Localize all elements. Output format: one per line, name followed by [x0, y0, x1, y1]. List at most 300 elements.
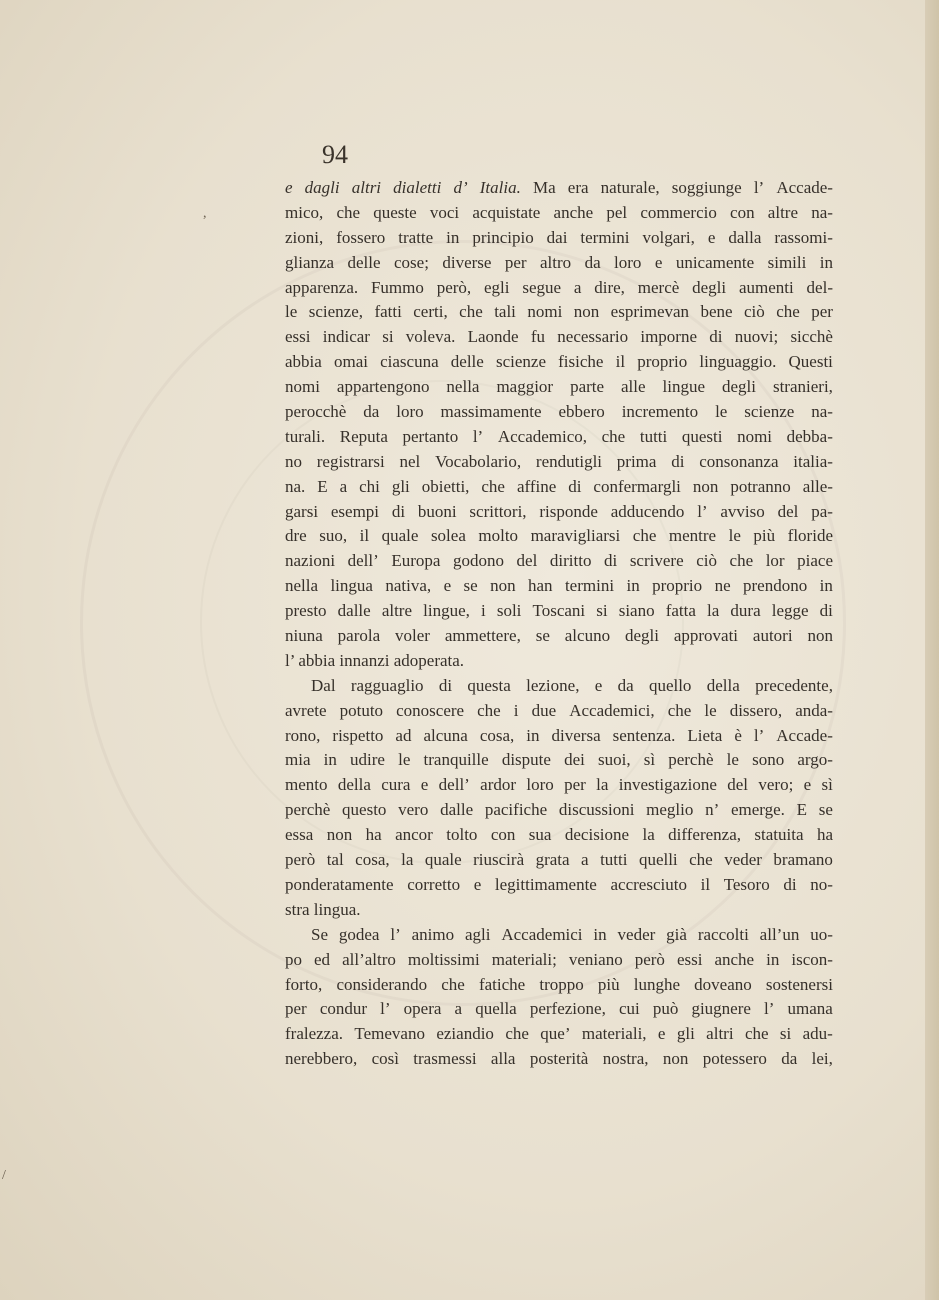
word: statuita — [754, 825, 804, 845]
word: ciò — [744, 302, 765, 322]
word: il — [700, 874, 711, 894]
word: han — [528, 576, 553, 596]
word: per — [564, 775, 586, 795]
word: iscon- — [791, 949, 833, 969]
word: quale — [424, 850, 462, 870]
word: Vocabolario, — [435, 451, 522, 471]
word: lingue, — [423, 601, 470, 621]
word: la — [642, 825, 655, 845]
word: l’ — [472, 426, 484, 446]
word: godono — [452, 551, 504, 571]
word: che — [601, 426, 626, 446]
word: rendutigli — [535, 451, 603, 471]
word: ardor — [480, 775, 517, 795]
word: dalle — [440, 800, 474, 820]
word: il — [359, 526, 370, 546]
word: debba- — [786, 426, 833, 446]
word: nomi — [285, 377, 320, 397]
word: che — [459, 302, 483, 322]
word: necessario — [557, 327, 629, 347]
word: lingue — [662, 377, 706, 397]
word: dai — [546, 227, 568, 247]
word: si — [596, 601, 608, 621]
word: nuovi; — [734, 327, 779, 347]
text-line — [285, 649, 833, 674]
word: egli — [484, 277, 510, 297]
text-line — [285, 201, 833, 226]
word: E — [317, 476, 328, 496]
word: alle- — [802, 476, 833, 496]
word: sicchè — [790, 327, 833, 347]
word: di — [819, 601, 833, 621]
word: era — [567, 178, 589, 197]
word: prima — [616, 451, 657, 471]
word: rispetto — [332, 725, 384, 745]
word: l’ — [697, 501, 708, 521]
word: corretto — [407, 874, 461, 894]
word: anche — [553, 202, 594, 222]
text-line — [285, 898, 833, 923]
word: degli — [624, 626, 659, 646]
word: proprio — [652, 576, 703, 596]
word: sì — [643, 750, 656, 770]
word: scienze — [744, 402, 795, 422]
word: fatta — [665, 601, 696, 621]
word: Tesoro — [723, 874, 770, 894]
word: siano — [618, 601, 655, 621]
word: che — [729, 551, 754, 571]
word: ha — [816, 825, 833, 845]
word: Reputa — [339, 426, 388, 446]
word: veniano — [568, 949, 623, 969]
word: in — [526, 725, 540, 745]
word: del — [777, 501, 799, 521]
word: stranieri, — [772, 377, 833, 397]
word: piace — [797, 551, 833, 571]
word: legittimamente — [494, 874, 597, 894]
word: alle — [621, 377, 646, 397]
word: di — [709, 327, 723, 347]
word: e — [707, 227, 716, 247]
word: pel — [606, 202, 628, 222]
word: bene — [700, 302, 733, 322]
line-text: stra lingua. — [285, 899, 361, 919]
word: troppo — [539, 974, 584, 994]
word: la — [401, 850, 414, 870]
text-line — [285, 400, 833, 425]
word: che — [477, 700, 501, 720]
word: precedente, — [755, 675, 833, 695]
word: l’ — [390, 924, 401, 944]
word: due — [531, 700, 557, 720]
word: quale — [381, 526, 419, 546]
word: da — [617, 675, 634, 695]
word: lezione, — [526, 675, 580, 695]
text-line — [285, 475, 833, 500]
word: in — [446, 227, 460, 247]
word: con — [730, 202, 755, 222]
word: quelli — [638, 850, 678, 870]
word: la — [707, 601, 720, 621]
word: il — [615, 352, 626, 372]
text-line — [285, 524, 833, 549]
word: materiali, — [581, 1024, 647, 1044]
word: suoi, — [597, 750, 631, 770]
word: moltissimi — [407, 949, 480, 969]
word: avrete — [285, 700, 327, 720]
word: unicamente — [675, 252, 755, 272]
text-line — [285, 350, 833, 375]
word: l’ — [380, 999, 391, 1019]
word: tolto — [446, 825, 478, 845]
word: pa- — [811, 501, 833, 521]
word: questa — [467, 675, 511, 695]
word: diversa — [551, 725, 601, 745]
word: diritto — [549, 551, 592, 571]
word: altri — [351, 178, 382, 197]
word: della — [337, 775, 371, 795]
word: e — [443, 576, 452, 596]
text-line — [285, 948, 833, 973]
word: se — [463, 576, 478, 596]
word: Temevano — [354, 1024, 425, 1044]
word: i — [513, 700, 519, 720]
word: ponderatamente — [285, 874, 394, 894]
word: più — [597, 974, 620, 994]
word: lei, — [811, 1049, 833, 1069]
word: anda- — [795, 700, 833, 720]
word: l’ — [753, 725, 765, 745]
word: massimamente — [440, 402, 542, 422]
word: sì — [821, 775, 833, 795]
text-line — [285, 748, 833, 773]
word: pertanto — [402, 426, 459, 446]
word: dura — [730, 601, 761, 621]
word: di — [568, 476, 582, 496]
word: materiali; — [491, 949, 557, 969]
word: po — [285, 949, 302, 969]
text-line — [285, 624, 833, 649]
word: indicar — [322, 327, 370, 347]
word: tutti — [639, 426, 668, 446]
text-line — [285, 325, 833, 350]
word: nomi — [527, 302, 563, 322]
word: rassomi- — [774, 227, 833, 247]
word: posterità — [529, 1049, 589, 1069]
text-line — [285, 549, 833, 574]
word: omai — [333, 352, 368, 372]
word: solea — [430, 526, 466, 546]
word: nella — [446, 377, 480, 397]
word: fu — [530, 327, 546, 347]
word: può — [652, 999, 679, 1019]
word: se — [818, 800, 833, 820]
word: all’altro — [342, 949, 396, 969]
word: e — [473, 874, 482, 894]
word: in — [819, 576, 833, 596]
word: che — [481, 476, 505, 496]
word: perchè — [285, 800, 331, 820]
word: meglio — [646, 800, 694, 820]
word: dagli — [304, 178, 340, 197]
word: appartengono — [336, 377, 430, 397]
word: apparenza. — [285, 277, 359, 297]
word: nomi — [737, 426, 773, 446]
word: mentre — [668, 526, 717, 546]
word: altri — [706, 1024, 734, 1044]
word: esempi — [330, 501, 380, 521]
word: eziandio — [436, 1024, 494, 1044]
word: non — [490, 576, 516, 596]
word: opera — [403, 999, 442, 1019]
word: Accade- — [776, 178, 833, 197]
word: altre — [381, 601, 413, 621]
word: pacifiche — [484, 800, 548, 820]
word: Accademico, — [497, 426, 588, 446]
word: udire — [350, 750, 385, 770]
word: loro — [614, 252, 642, 272]
word: Se — [311, 924, 328, 944]
word: nella — [285, 576, 319, 596]
word: che — [744, 1024, 769, 1044]
word: essa — [285, 825, 314, 845]
word: diverse — [442, 252, 492, 272]
word: che — [776, 302, 800, 322]
text-line — [285, 1047, 833, 1072]
word: ad — [395, 725, 412, 745]
word: ciascuna — [380, 352, 439, 372]
text-line — [285, 823, 833, 848]
word: di — [604, 551, 618, 571]
word: non — [692, 476, 719, 496]
word: del — [516, 551, 538, 571]
word: risponde — [539, 501, 598, 521]
word: del- — [806, 277, 833, 297]
word: Accademici, — [569, 700, 655, 720]
word: potessero — [702, 1049, 767, 1069]
word: lingua — [330, 576, 373, 596]
word: differenza, — [668, 825, 742, 845]
word: se — [535, 626, 550, 646]
word: imporne — [640, 327, 697, 347]
word: legge — [771, 601, 809, 621]
word: maggior — [496, 377, 554, 397]
word: gli — [391, 476, 410, 496]
word: altre — [767, 202, 798, 222]
word: a — [581, 850, 589, 870]
word: di — [783, 874, 797, 894]
word: scrittori, — [469, 501, 527, 521]
word: queste — [373, 202, 417, 222]
word: alla — [490, 1049, 516, 1069]
word: Europa — [391, 551, 441, 571]
word: Questi — [788, 352, 833, 372]
word: E — [796, 800, 808, 820]
word: cosa, — [355, 850, 390, 870]
word: dire, — [594, 277, 625, 297]
word: si — [382, 327, 394, 347]
text-line — [285, 798, 833, 823]
word: perfezione, — [529, 999, 606, 1019]
word: zioni, — [285, 227, 324, 247]
word: ammettere, — [444, 626, 521, 646]
word: approvati — [673, 626, 739, 646]
word: altro — [540, 252, 572, 272]
word: fatti — [374, 302, 402, 322]
word: dalla — [728, 227, 762, 247]
word: glianza — [285, 252, 335, 272]
word: mento — [285, 775, 328, 795]
word: affine — [516, 476, 557, 496]
word: garsi — [285, 501, 319, 521]
word: ed — [314, 949, 331, 969]
word: potranno — [730, 476, 791, 496]
word: fatiche — [478, 974, 526, 994]
word: e — [420, 775, 429, 795]
word: ragguaglio — [350, 675, 424, 695]
word: incremento — [621, 402, 699, 422]
word: Toscani — [532, 601, 586, 621]
word: presto — [285, 601, 327, 621]
text-line — [285, 574, 833, 599]
word: che — [441, 974, 465, 994]
word: quello — [648, 675, 692, 695]
word: non — [807, 626, 833, 646]
word: già — [666, 924, 687, 944]
word: doveano — [694, 974, 752, 994]
word: nerebbero, — [285, 1049, 358, 1069]
word: dalle — [337, 601, 371, 621]
word: parola — [337, 626, 381, 646]
word: dre — [285, 526, 307, 546]
word: animo — [411, 924, 455, 944]
page-number: 94 — [322, 140, 348, 169]
word: esprimevan — [610, 302, 690, 322]
word: le — [704, 700, 717, 720]
word: principio — [472, 227, 534, 247]
word: tutti — [600, 850, 628, 870]
word: si — [779, 1024, 792, 1044]
word: dell’ — [347, 551, 379, 571]
word: giugnere — [691, 999, 751, 1019]
word: in — [626, 576, 640, 596]
word: sono — [752, 750, 785, 770]
word: proprio — [637, 352, 688, 372]
word: dell’ — [438, 775, 470, 795]
word: termini — [580, 227, 630, 247]
text-line — [285, 276, 833, 301]
word: scienze — [495, 352, 546, 372]
word: discussioni — [558, 800, 635, 820]
word: e — [803, 775, 812, 795]
word: na- — [811, 202, 833, 222]
word: l’ — [764, 999, 775, 1019]
word: delle — [347, 252, 381, 272]
word: veder — [617, 924, 656, 944]
word: umana — [787, 999, 833, 1019]
word: suo, — [319, 526, 348, 546]
word: aumenti — [738, 277, 794, 297]
word: loro — [396, 402, 424, 422]
word: tranquille — [423, 750, 489, 770]
word: nel — [399, 451, 421, 471]
word: dissero, — [729, 700, 783, 720]
word: no- — [810, 874, 833, 894]
word: loro — [526, 775, 554, 795]
word: voleva. — [405, 327, 456, 347]
word: certi, — [413, 302, 448, 322]
word: e — [654, 252, 663, 272]
word: na- — [811, 402, 833, 422]
word: in — [593, 924, 607, 944]
text-line — [285, 375, 833, 400]
word: ciò — [696, 551, 717, 571]
word: uo- — [810, 924, 833, 944]
text-line — [285, 176, 833, 201]
text-line — [285, 923, 833, 948]
word: che — [689, 850, 713, 870]
word: le — [728, 526, 741, 546]
word: dialetti — [393, 178, 442, 197]
text-line — [285, 1022, 833, 1047]
word: riuscirà — [473, 850, 525, 870]
word: Accademici — [501, 924, 583, 944]
word: cui — [618, 999, 640, 1019]
word: bramano — [773, 850, 833, 870]
word: all’un — [759, 924, 800, 944]
word: confermargli — [593, 476, 681, 496]
word: cose; — [393, 252, 429, 272]
word: in — [819, 252, 833, 272]
word: scrivere — [629, 551, 684, 571]
text-line — [285, 973, 833, 998]
word: sentenza. — [612, 725, 676, 745]
word: raccolti — [697, 924, 749, 944]
word: soggiunge — [671, 178, 742, 197]
word: da — [584, 252, 601, 272]
word: nazioni — [285, 551, 336, 571]
word: degli — [722, 377, 756, 397]
text-line — [285, 425, 833, 450]
word: fossero — [336, 227, 386, 247]
word: le — [398, 750, 411, 770]
word: simili — [767, 252, 807, 272]
word: mico, — [285, 202, 324, 222]
word: cura — [381, 775, 411, 795]
word: alcuna — [423, 725, 468, 745]
word: parte — [570, 377, 605, 397]
word: tali — [494, 302, 516, 322]
word: vero — [398, 800, 429, 820]
word: vero; — [758, 775, 794, 795]
word: potuto — [339, 700, 384, 720]
line-text: l’ abbia innanzi adoperata. — [285, 650, 465, 670]
word: soli — [496, 601, 522, 621]
word: di — [671, 451, 685, 471]
word: non — [662, 1049, 689, 1069]
word: alcuno — [564, 626, 611, 646]
word: Italia. — [479, 178, 521, 197]
word: niuna — [285, 626, 323, 646]
word: ne — [714, 576, 731, 596]
word: a — [573, 277, 582, 297]
word: che — [632, 526, 657, 546]
word: emerge. — [730, 800, 785, 820]
word: buoni — [417, 501, 457, 521]
word: acquistate — [472, 202, 541, 222]
word: perchè — [668, 750, 714, 770]
word: di — [438, 675, 453, 695]
